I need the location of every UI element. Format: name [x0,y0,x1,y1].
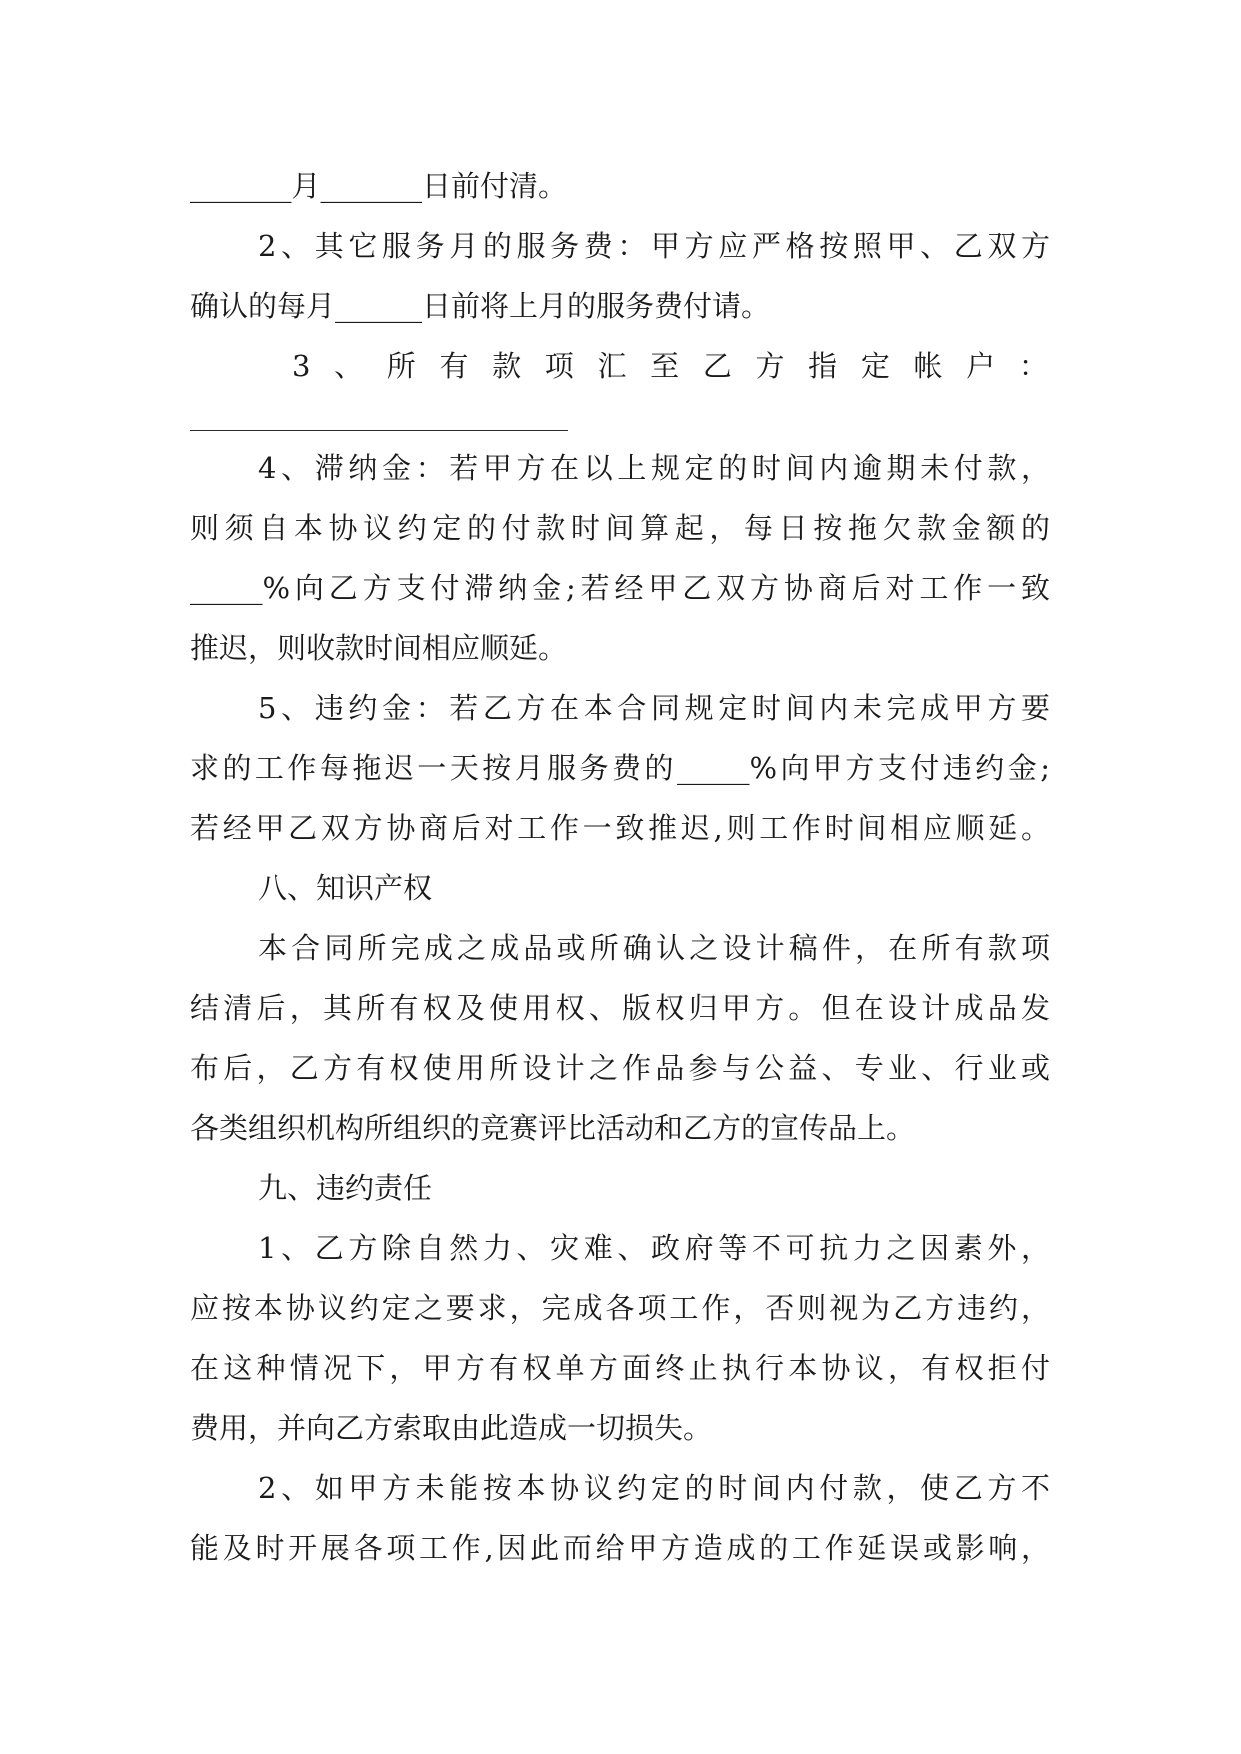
spread-char: 汇 [597,349,627,383]
text-line: 2、其它服务月的服务费：甲方应严格按照甲、乙双方 [258,229,1050,263]
spread-char: 款 [492,349,522,383]
text-line: 推迟，则收款时间相应顺延。 [190,631,568,665]
spread-char: 有 [439,349,469,383]
text-line: 在这种情况下，甲方有权单方面终止执行本协议，有权拒付 [190,1351,1050,1385]
spread-char: 、 [334,349,364,383]
text-line: 布后，乙方有权使用所设计之作品参与公益、专业、行业或 [190,1051,1050,1085]
text-line: 应按本协议约定之要求，完成各项工作，否则视为乙方违约， [190,1291,1050,1325]
section-heading: 八、知识产权 [258,871,433,905]
spread-text-line [292,346,1048,386]
text-line: 各类组织机构所组织的竞赛评比活动和乙方的宣传品上。 [190,1111,916,1145]
text-line: 本合同所完成之成品或所确认之设计稿件，在所有款项 [258,931,1050,965]
spread-char: 3 [292,349,311,383]
text-line: 求的工作每拖迟一天按月服务费的_____%向甲方支付违约金; [190,751,1050,785]
text-line: 4、滞纳金：若甲方在以上规定的时间内逾期未付款， [258,451,1050,485]
spread-char: 乙 [702,349,732,383]
spread-char: 帐 [913,349,943,383]
text-line: 能及时开展各项工作,因此而给甲方造成的工作延误或影响， [190,1531,1050,1565]
spread-char: 户 [966,349,996,383]
text-line: _____%向乙方支付滞纳金;若经甲乙双方协商后对工作一致 [190,571,1050,605]
spread-char: 指 [808,349,838,383]
section-heading: 九、违约责任 [258,1171,433,1205]
text-line: 若经甲乙双方协商后对工作一致推迟,则工作时间相应顺延。 [190,811,1050,845]
spread-char: 方 [755,349,785,383]
text-line: 2、如甲方未能按本协议约定的时间内付款，使乙方不 [258,1471,1050,1505]
text-line: 则须自本协议约定的付款时间算起，每日按拖欠款金额的 [190,511,1050,545]
blank-fill-line [190,430,568,431]
text-line: 费用，并向乙方索取由此造成一切损失。 [190,1411,713,1445]
spread-char: ： [1018,349,1048,383]
spread-char: 项 [544,349,574,383]
spread-char: 所 [386,349,416,383]
text-line: 1、乙方除自然力、灾难、政府等不可抗力之因素外， [258,1231,1050,1265]
text-line: 5、违约金：若乙方在本合同规定时间内未完成甲方要 [258,691,1050,725]
spread-char: 至 [650,349,680,383]
spread-char: 定 [860,349,890,383]
text-line: 确认的每月______日前将上月的服务费付请。 [190,289,771,323]
text-line: 结清后，其所有权及使用权、版权归甲方。但在设计成品发 [190,991,1050,1025]
text-line: _______月_______日前付清。 [190,169,568,203]
